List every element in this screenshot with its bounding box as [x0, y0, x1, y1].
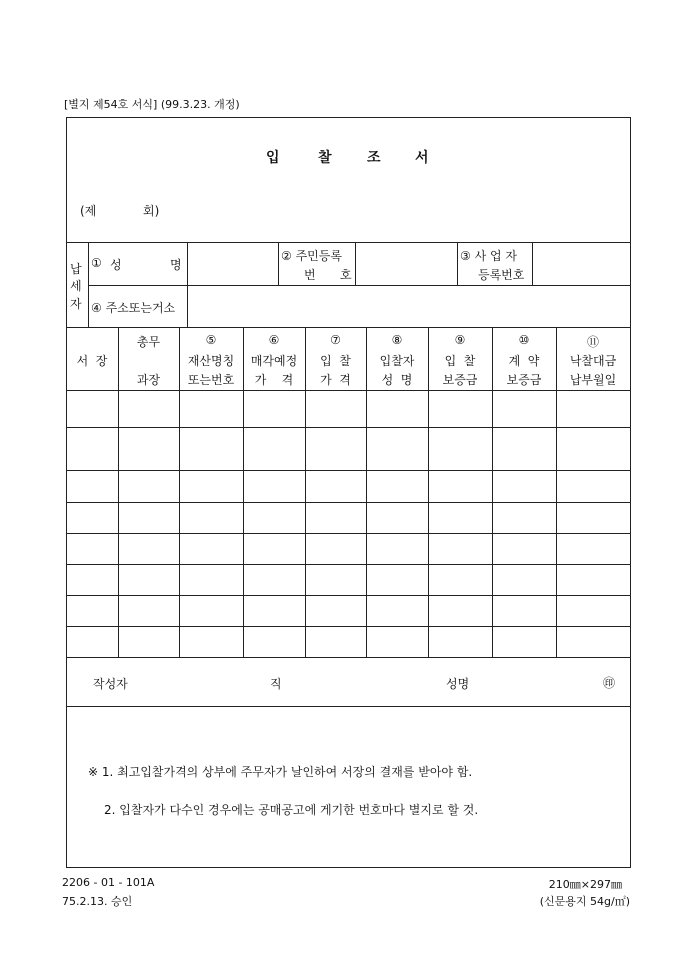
column-header-l1: 서 장	[76, 354, 108, 368]
form-code: 2206 - 01 - 101A	[62, 876, 155, 889]
rule	[66, 427, 631, 428]
rule	[187, 242, 188, 327]
session-suffix: 회)	[143, 204, 160, 218]
address-label: ④ 주소또는거소	[91, 301, 176, 315]
rule	[66, 706, 631, 707]
title-char: 조	[367, 150, 381, 166]
taxpayer-label: 세	[70, 279, 82, 293]
column-header-l1: 재산명칭	[187, 354, 235, 368]
seal-mark: ㊞	[603, 676, 616, 690]
rule	[88, 242, 89, 327]
name-label: 성	[110, 258, 122, 272]
column-header-num: ⑦	[330, 333, 341, 347]
rule	[66, 657, 631, 658]
rrn-label: ② 주민등록	[281, 249, 342, 263]
column-header-num: ⑪	[586, 335, 599, 349]
column-header-l2: 보증금	[442, 373, 478, 387]
note: 2. 입찰자가 다수인 경우에는 공매공고에 게기한 번호마다 별지로 할 것.	[104, 803, 479, 817]
column-header-num: 총무	[136, 335, 161, 349]
paper-spec: (신문용지 54g/㎡)	[539, 895, 630, 908]
column-header-num: ⑤	[205, 333, 217, 347]
taxpayer-label: 납	[70, 262, 82, 276]
paper-size: 210㎜×297㎜	[548, 878, 622, 891]
biz-label: ③ 사 업 자	[460, 249, 517, 263]
approval-date: 75.2.13. 승인	[62, 895, 133, 908]
rule	[66, 327, 631, 328]
biz-label: 등록번호	[478, 268, 525, 282]
title-char: 입	[266, 150, 280, 166]
name-number: ①	[91, 256, 102, 270]
rule	[66, 595, 631, 596]
rule	[66, 242, 631, 243]
session-prefix: (제	[80, 204, 97, 218]
column-header-num: ⑥	[268, 333, 280, 347]
column-header-l2: 가 격	[254, 373, 294, 387]
form-header: [별지 제54호 서식] (99.3.23. 개정)	[64, 98, 240, 111]
column-header-l1: 입 찰	[320, 354, 351, 368]
rule	[66, 502, 631, 503]
column-header-l2: 성 명	[381, 373, 413, 387]
column-header-l1: 매각예정	[250, 354, 298, 368]
author-label: 작성자	[93, 677, 128, 691]
title-char: 서	[415, 150, 429, 166]
column-header-l2: 과장	[136, 373, 161, 387]
column-header-num: ⑨	[454, 333, 466, 347]
note: ※ 1. 최고입찰가격의 상부에 주무자가 날인하여 서장의 결재를 받아야 함.	[88, 765, 473, 779]
rule	[66, 117, 67, 867]
column-header-num: ⑧	[391, 333, 403, 347]
rule	[66, 470, 631, 471]
rule	[66, 867, 631, 868]
name-label: 성명	[446, 677, 470, 691]
rule	[66, 533, 631, 534]
rrn-label: 번	[304, 268, 316, 282]
rule	[88, 285, 631, 286]
column-header-l1: 입 찰	[444, 354, 476, 368]
rule	[66, 564, 631, 565]
column-header-l2: 가 격	[320, 373, 351, 387]
title-char: 찰	[318, 150, 332, 166]
rule	[66, 117, 631, 118]
rule	[66, 390, 631, 391]
position-label: 직	[270, 677, 282, 691]
column-header-l1: 계 약	[508, 354, 540, 368]
column-header-l2: 납부월일	[569, 373, 617, 387]
column-header-num: ⑩	[518, 333, 530, 347]
rule	[457, 242, 458, 285]
name-label: 명	[170, 258, 182, 272]
rrn-label: 호	[340, 268, 352, 282]
rule	[532, 242, 533, 285]
column-header-l1: 낙찰대금	[569, 354, 617, 368]
rule	[66, 626, 631, 627]
column-header-l1: 입찰자	[379, 354, 415, 368]
column-header-l2: 또는번호	[187, 373, 235, 387]
rule	[630, 117, 631, 867]
column-header-l2: 보증금	[506, 373, 542, 387]
rule	[355, 242, 356, 285]
rule	[278, 242, 279, 285]
taxpayer-label: 자	[70, 297, 82, 311]
